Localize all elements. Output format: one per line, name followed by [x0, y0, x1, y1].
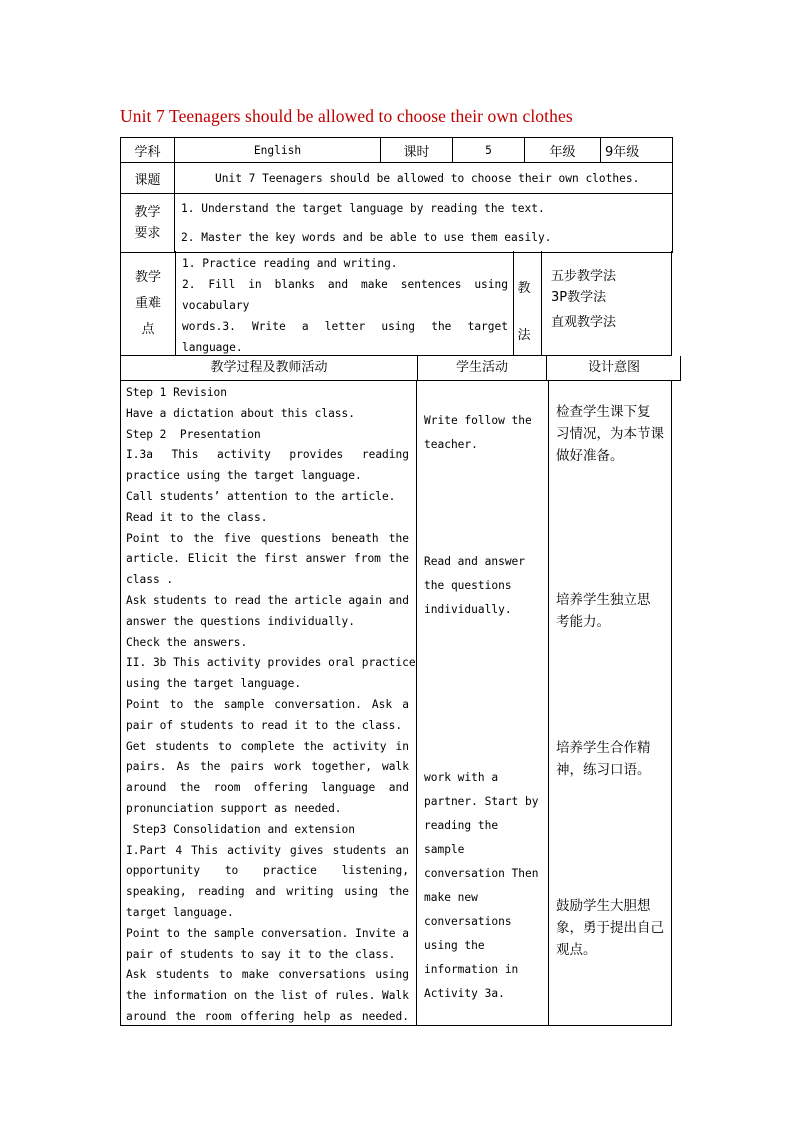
intent-line: 培养学生独立思	[556, 592, 651, 608]
key-points-row	[120, 251, 672, 356]
process-line: pairs. As the pairs work together, walk	[126, 760, 409, 774]
process-line: class .	[126, 573, 174, 587]
info-table	[120, 137, 673, 253]
process-line: Point to the sample conversation. Ask a	[126, 697, 409, 711]
process-line: practice using the target language.	[126, 469, 362, 483]
method-label	[514, 265, 534, 359]
process-line: Ask students to make conversations using	[126, 968, 409, 982]
intent-2	[556, 589, 651, 633]
student-activity-line: the questions	[424, 579, 512, 592]
process-line: pair of students to read it to the class.	[126, 718, 403, 732]
method-item: 五步教学法	[551, 269, 617, 284]
student-activity-line: teacher.	[424, 438, 478, 451]
key-point-item: vocabulary	[182, 299, 250, 312]
student-activity-line: conversations	[424, 915, 512, 928]
intent-line: 做好准备。	[556, 448, 624, 464]
student-activity-line: information in	[424, 963, 519, 976]
process-column	[126, 383, 416, 1028]
method-item: 直观教学法	[551, 315, 617, 330]
process-line: Have a dictation about this class.	[126, 406, 356, 420]
grade-value: 9年级	[601, 138, 673, 163]
process-line: Step 1 Revision	[126, 386, 228, 399]
intent-1	[556, 401, 664, 467]
intent-line: 象，勇于提出自己	[556, 920, 664, 936]
key-points-label-line: 重难	[134, 296, 161, 311]
method-label-line: 法	[517, 328, 531, 343]
subject-label: 学科	[121, 138, 175, 163]
requirements-label-line: 教学	[134, 205, 161, 220]
document-title: Unit 7 Teenagers should be allowed to choose their own clothes	[120, 106, 573, 126]
key-points-content	[182, 253, 508, 358]
header-intent: 设计意图	[587, 360, 640, 375]
student-activity-1	[424, 409, 532, 457]
student-activity-line: reading the	[424, 819, 499, 832]
process-header-row	[120, 356, 681, 381]
process-line: Step 2 Presentation	[126, 427, 261, 441]
process-line: II. 3b This activity provides oral practice	[126, 656, 416, 670]
process-line: Step3 Consolidation and extension	[126, 822, 356, 836]
key-points-label-line: 点	[141, 322, 155, 337]
intent-line: 检查学生课下复	[556, 404, 651, 420]
requirements-label-line: 要求	[134, 226, 161, 241]
process-line: I.Part 4 This activity gives students an	[126, 843, 409, 857]
subject-value: English	[175, 138, 381, 163]
requirements-label	[121, 194, 175, 253]
process-line: target language.	[126, 905, 234, 919]
topic-value: Unit 7 Teenagers should be allowed to choose their own clothes.	[175, 163, 673, 194]
student-activity-line: make new	[424, 891, 478, 904]
intent-line: 考能力。	[556, 614, 610, 630]
process-line: Read it to the class.	[126, 510, 268, 524]
key-points-label-line: 教学	[134, 270, 161, 285]
process-line: I.3a This activity provides reading	[126, 448, 409, 462]
process-line: opportunity to practice listening,	[126, 864, 409, 878]
requirement-item: 1. Understand the target language by reading the text.	[181, 202, 545, 215]
student-activity-3	[424, 766, 539, 1006]
process-line: Get students to complete the activity in	[126, 739, 409, 753]
period-value: 5	[453, 138, 525, 163]
student-activity-line: Activity 3a.	[424, 987, 505, 1000]
student-activity-2	[424, 550, 525, 622]
intent-3	[556, 737, 651, 781]
process-line: article. Elicit the first answer from the	[126, 552, 409, 566]
student-activity-line: conversation Then	[424, 867, 539, 880]
topic-label: 课题	[121, 163, 175, 194]
period-label: 课时	[381, 138, 453, 163]
student-activity-line: Write follow the	[424, 414, 532, 427]
intent-line: 观点。	[556, 942, 597, 958]
key-point-item: words.3. Write a letter using the target	[182, 320, 508, 333]
process-line: the information on the list of rules. Walk	[126, 989, 409, 1003]
process-line: around the room offering language and	[126, 781, 409, 795]
header-student: 学生活动	[455, 360, 508, 375]
method-label-line: 教	[517, 281, 531, 296]
student-activity-line: partner. Start by	[424, 795, 539, 808]
intent-line: 神，练习口语。	[556, 762, 651, 778]
key-points-label	[121, 265, 175, 343]
student-activity-line: Read and answer	[424, 555, 526, 568]
student-activity-line: work with a	[424, 771, 499, 784]
process-line: answer the questions individually.	[126, 614, 356, 628]
requirement-item: 2. Master the key words and be able to use them easily.	[181, 231, 552, 244]
student-activity-line: individually.	[424, 603, 512, 616]
grade-label: 年级	[525, 138, 601, 163]
student-activity-line: sample	[424, 843, 465, 856]
key-point-item: language.	[182, 341, 243, 354]
intent-4	[556, 895, 664, 961]
student-activity-line: using the	[424, 939, 485, 952]
requirements-content	[175, 194, 673, 253]
process-line: Point to the sample conversation. Invite a	[126, 926, 409, 940]
process-line: Ask students to read the article again and	[126, 593, 409, 607]
method-list	[551, 266, 616, 333]
process-line: speaking, reading and writing using the	[126, 885, 409, 899]
method-item: 3P教学法	[551, 290, 607, 305]
process-line: Check the answers.	[126, 635, 248, 649]
intent-line: 培养学生合作精	[556, 740, 651, 756]
intent-line: 鼓励学生大胆想	[556, 898, 651, 914]
intent-line: 习情况，为本节课	[556, 426, 664, 442]
header-process: 教学过程及教师活动	[210, 360, 328, 375]
key-point-item: 1. Practice reading and writing.	[182, 257, 398, 270]
process-line: Call students’ attention to the article.	[126, 489, 396, 503]
key-point-item: 2. Fill in blanks and make sentences using	[182, 278, 508, 291]
process-line: pair of students to say it to the class.	[126, 947, 396, 961]
process-line: pronunciation support as needed.	[126, 801, 342, 815]
process-line: using the target language.	[126, 677, 302, 691]
process-line: Point to the five questions beneath the	[126, 531, 409, 545]
process-line: around the room offering help as needed.	[126, 1009, 409, 1023]
